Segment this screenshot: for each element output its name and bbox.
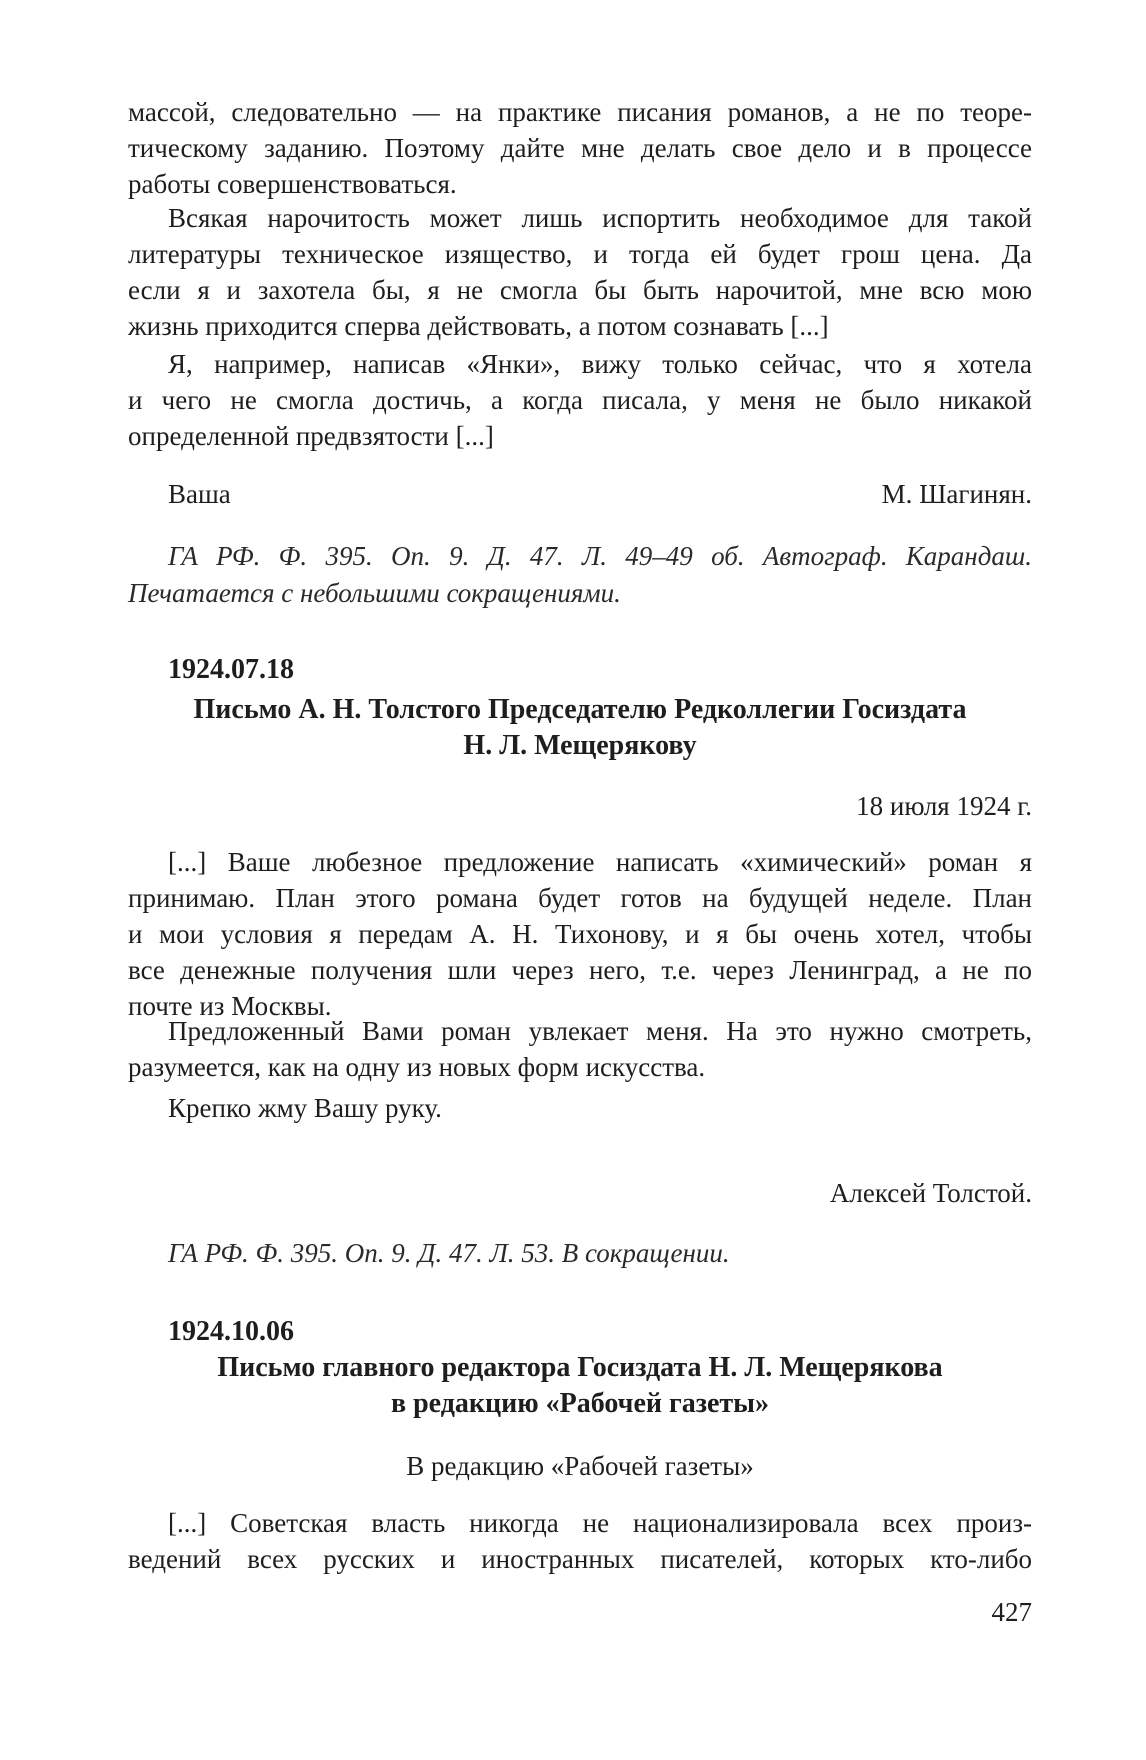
text-line: [...] Советская власть никогда не национализировала всех произ- (168, 1508, 1032, 1538)
letter-signature: М. Шагинян. (881, 479, 1032, 509)
text-line: принимаю. План этого романа будет готов на будущей неделе. План (128, 883, 1032, 913)
letter-date-code: 1924.10.06 (168, 1316, 294, 1347)
letter-title: в редакцию «Рабочей газеты» (390, 1388, 770, 1419)
letter-title: Н. Л. Мещерякову (463, 730, 697, 761)
text-line: разумеется, как на одну из новых форм искусства. (128, 1052, 706, 1082)
letter-title: Письмо главного редактора Госиздата Н. Л. Мещерякова (217, 1352, 943, 1383)
text-line: Всякая нарочитость может лишь испортить необходимое для такой (168, 203, 1032, 233)
text-line: Предложенный Вами роман увлекает меня. На это нужно смотреть, (168, 1016, 1032, 1046)
letter-date: 18 июля 1924 г. (856, 791, 1032, 821)
source-citation: ГА РФ. Ф. 395. Оп. 9. Д. 47. Л. 53. В сокращении. (168, 1238, 730, 1268)
text-line: тическому заданию. Поэтому дайте мне делать свое дело и в процессе (128, 133, 1032, 163)
letter-addressee: В редакцию «Рабочей газеты» (406, 1451, 754, 1481)
text-line: литературы техническое изящество, и тогда ей будет грош цена. Да (128, 239, 1032, 269)
source-citation: Печатается с небольшими сокращениями. (128, 578, 621, 608)
source-citation: ГА РФ. Ф. 395. Оп. 9. Д. 47. Л. 49–49 об. Автограф. Карандаш. (168, 541, 1032, 571)
page-number: 427 (991, 1597, 1032, 1627)
text-line: работы совершенствоваться. (128, 169, 457, 199)
text-line: и мои условия я передам А. Н. Тихонову, и я бы очень хотел, чтобы (128, 919, 1032, 949)
text-line: определенной предвзятости [...] (128, 421, 494, 451)
text-line: ведений всех русских и иностранных писателей, которых кто-либо (128, 1544, 1032, 1574)
text-line: и чего не смогла достичь, а когда писала, у меня не было никакой (128, 385, 1032, 415)
letter-closing: Ваша (168, 479, 231, 509)
text-line: если я и захотела бы, я не смогла бы быть нарочитой, мне всю мою (128, 275, 1032, 305)
text-line: почте из Москвы. (128, 991, 332, 1021)
text-line: Я, например, написав «Янки», вижу только сейчас, что я хотела (168, 349, 1032, 379)
letter-title: Письмо А. Н. Толстого Председателю Редколлегии Госиздата (193, 694, 967, 725)
text-line: массой, следовательно — на практике писания романов, а не по теоре- (128, 97, 1032, 127)
text-line: все денежные получения шли через него, т.е. через Ленинград, а не по (128, 955, 1032, 985)
letter-date-code: 1924.07.18 (168, 654, 294, 685)
letter-closing: Крепко жму Вашу руку. (168, 1093, 442, 1123)
text-line: жизнь приходится сперва действовать, а потом сознавать [...] (128, 311, 829, 341)
text-line: [...] Ваше любезное предложение написать «химический» роман я (168, 847, 1032, 877)
letter-signature: Алексей Толстой. (829, 1178, 1032, 1208)
